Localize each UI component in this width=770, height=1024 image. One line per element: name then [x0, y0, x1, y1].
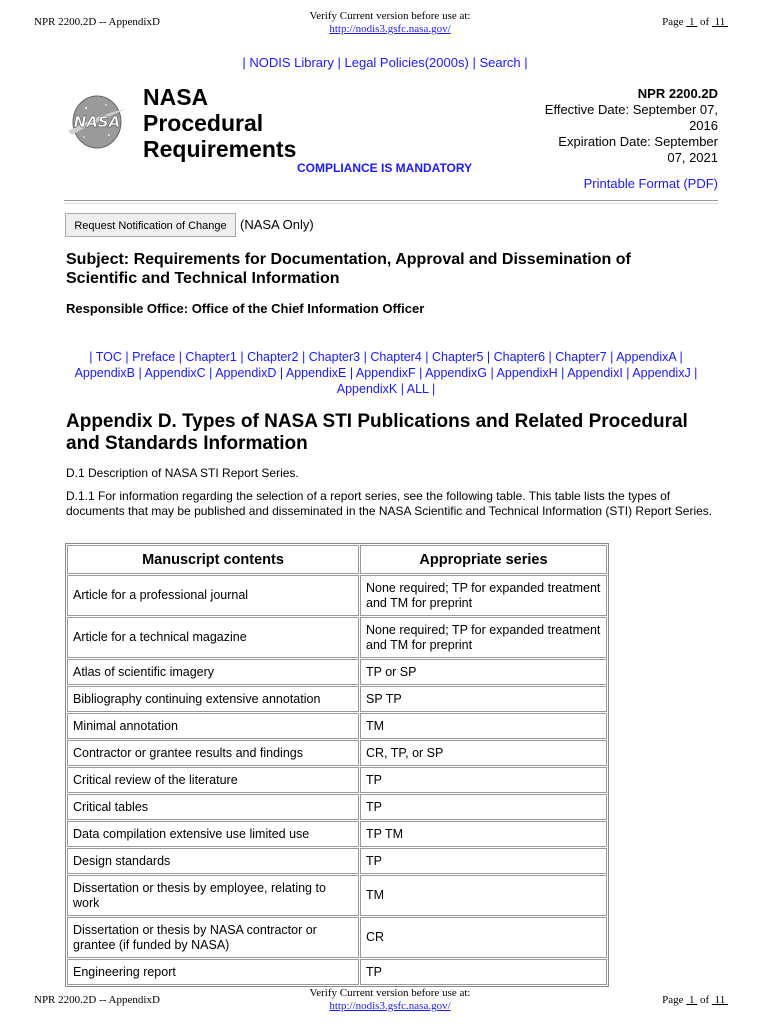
toc-link-appendixg[interactable]: AppendixG — [425, 366, 488, 380]
nasa-only-label: (NASA Only) — [240, 217, 314, 232]
appropriate-series-cell: CR, TP, or SP — [360, 740, 607, 766]
toc-link-appendixh[interactable]: AppendixH — [496, 366, 558, 380]
table-row — [67, 848, 607, 874]
expiration-date-line1: Expiration Date: September — [558, 134, 718, 149]
toc-link-all[interactable]: ALL — [406, 382, 429, 396]
col-header-manuscript: Manuscript contents — [67, 545, 359, 574]
nav-link-search[interactable]: Search — [479, 55, 521, 70]
table-row — [67, 659, 607, 685]
table-row — [67, 686, 607, 712]
table-row — [67, 713, 607, 739]
section-d1: D.1 Description of NASA STI Report Series. — [66, 466, 299, 480]
manuscript-contents-cell: Critical review of the literature — [67, 767, 359, 793]
appropriate-series-cell: TM — [360, 875, 607, 916]
manuscript-contents-cell: Article for a technical magazine — [67, 617, 359, 658]
appropriate-series-cell: TM — [360, 713, 607, 739]
table-row — [67, 875, 607, 916]
top-nav: | NODIS Library | Legal Policies(2000s) | Search | — [242, 55, 528, 70]
logo-text: NASA — [73, 113, 121, 131]
request-notification-button[interactable]: Request Notification of Change — [65, 213, 236, 237]
appropriate-series-cell: TP — [360, 848, 607, 874]
toc-link-appendixk[interactable]: AppendixK — [336, 382, 398, 396]
appropriate-series-cell: None required; TP for expanded treatment and TM for preprint — [360, 617, 607, 658]
table-row — [67, 767, 607, 793]
section-d11: D.1.1 For information regarding the selection of a report series, see the following table. This table lists the types of documents that may be published and disseminated in the NASA Scientific and Technical Information (STI) Report Series. — [66, 489, 713, 518]
table-row — [67, 575, 607, 616]
page-title: NASA Procedural Requirements — [143, 84, 297, 162]
toc-link-appendixc[interactable]: AppendixC — [144, 366, 206, 380]
table-body — [67, 575, 607, 985]
verify-line: Verify Current version before use at: — [309, 10, 471, 22]
appropriate-series-cell: TP TM — [360, 821, 607, 847]
toc-link-appendixd[interactable]: AppendixD — [215, 366, 277, 380]
table-row — [67, 917, 607, 958]
footer-page-counter: Page 1 of 11 — [662, 994, 726, 1006]
appropriate-series-cell: CR — [360, 917, 607, 958]
toc-line-3: AppendixK | ALL | — [336, 382, 436, 396]
compliance-notice: COMPLIANCE IS MANDATORY — [297, 161, 473, 175]
header-doc-ref: NPR 2200.2D -- AppendixD — [34, 16, 160, 28]
manuscript-contents-cell: Atlas of scientific imagery — [67, 659, 359, 685]
of-label: of — [699, 16, 710, 28]
toc-link-appendixb[interactable]: AppendixB — [74, 366, 136, 380]
manuscript-contents-cell: Design standards — [67, 848, 359, 874]
col-header-series: Appropriate series — [360, 545, 607, 574]
manuscript-contents-cell: Minimal annotation — [67, 713, 359, 739]
table-row — [67, 794, 607, 820]
verify-url-link[interactable]: http://nodis3.gsfc.nasa.gov/ — [329, 23, 451, 35]
toc-link-appendixi[interactable]: AppendixI — [567, 366, 623, 380]
divider — [64, 200, 718, 204]
toc-link-chapter2[interactable]: Chapter2 — [247, 350, 299, 364]
toc-link-appendixa[interactable]: AppendixA — [616, 350, 676, 364]
toc-nav — [66, 349, 706, 397]
toc-link-preface[interactable]: Preface — [132, 350, 176, 364]
manuscript-contents-cell: Bibliography continuing extensive annotation — [67, 686, 359, 712]
manuscript-contents-cell: Dissertation or thesis by NASA contractor or grantee (if funded by NASA) — [67, 917, 359, 958]
toc-link-chapter1[interactable]: Chapter1 — [185, 350, 237, 364]
manuscript-contents-cell: Engineering report — [67, 959, 359, 985]
toc-line-1: | TOC | Preface | Chapter1 | Chapter2 | Chapter3 | Chapter4 | Chapter5 | Chapter6 | Chapter7 | AppendixA | — [89, 350, 683, 364]
subject-heading: Subject: Requirements for Documentation, Approval and Dissemination of Scientific and Technical Information — [66, 251, 631, 287]
nav-link-legal-policies[interactable]: Legal Policies(2000s) — [344, 55, 469, 70]
appropriate-series-cell: TP — [360, 959, 607, 985]
appropriate-series-cell: TP or SP — [360, 659, 607, 685]
manuscript-contents-cell: Data compilation extensive use limited use — [67, 821, 359, 847]
effective-date-line1: Effective Date: September 07, — [544, 102, 718, 117]
page-total: 11 — [714, 16, 726, 28]
toc-link-chapter5[interactable]: Chapter5 — [431, 350, 484, 364]
appropriate-series-cell: SP TP — [360, 686, 607, 712]
toc-link-toc[interactable]: TOC — [95, 350, 122, 364]
table-row — [67, 821, 607, 847]
appropriate-series-cell: TP — [360, 794, 607, 820]
table-row — [67, 617, 607, 658]
toc-link-chapter6[interactable]: Chapter6 — [493, 350, 546, 364]
manuscript-contents-cell: Article for a professional journal — [67, 575, 359, 616]
nasa-logo-icon — [64, 93, 130, 151]
footer-doc-ref: NPR 2200.2D -- AppendixD — [34, 994, 160, 1006]
appendix-title: Appendix D. Types of NASA STI Publications and Related Procedural and Standards Information — [66, 411, 688, 454]
manuscript-contents-cell: Contractor or grantee results and findings — [67, 740, 359, 766]
manuscript-contents-cell: Dissertation or thesis by employee, relating to work — [67, 875, 359, 916]
manuscript-contents-cell: Critical tables — [67, 794, 359, 820]
page-label: Page — [662, 16, 684, 28]
footer-verify — [270, 987, 510, 1013]
responsible-office: Responsible Office: Office of the Chief Information Officer — [66, 301, 425, 316]
document-info — [518, 86, 718, 166]
appropriate-series-cell: None required; TP for expanded treatment and TM for preprint — [360, 575, 607, 616]
table-row — [67, 959, 607, 985]
table-row — [67, 740, 607, 766]
toc-link-chapter7[interactable]: Chapter7 — [555, 350, 607, 364]
toc-line-2: AppendixB | AppendixC | AppendixD | AppendixE | AppendixF | AppendixG | AppendixH | AppendixI | AppendixJ | — [74, 366, 698, 380]
appropriate-series-cell: TP — [360, 767, 607, 793]
page-number: 1 — [688, 16, 695, 28]
printable-format-link[interactable]: Printable Format (PDF) — [583, 176, 718, 191]
header-page-counter — [662, 16, 728, 28]
toc-link-appendixf[interactable]: AppendixF — [355, 366, 416, 380]
document-number: NPR 2200.2D — [637, 86, 718, 101]
sti-series-table — [65, 543, 609, 987]
effective-date-line2: 2016 — [689, 118, 718, 133]
header-verify — [270, 10, 510, 36]
toc-link-chapter4[interactable]: Chapter4 — [370, 350, 422, 364]
toc-link-appendixj[interactable]: AppendixJ — [632, 366, 691, 380]
footer-verify-url-link[interactable]: http://nodis3.gsfc.nasa.gov/ — [329, 1000, 451, 1012]
toc-link-appendixe[interactable]: AppendixE — [285, 366, 347, 380]
footer-verify-line: Verify Current version before use at: — [309, 987, 471, 999]
nav-link-nodis-library[interactable]: NODIS Library — [249, 55, 334, 70]
toc-link-chapter3[interactable]: Chapter3 — [308, 350, 361, 364]
expiration-date-line2: 07, 2021 — [667, 150, 718, 165]
